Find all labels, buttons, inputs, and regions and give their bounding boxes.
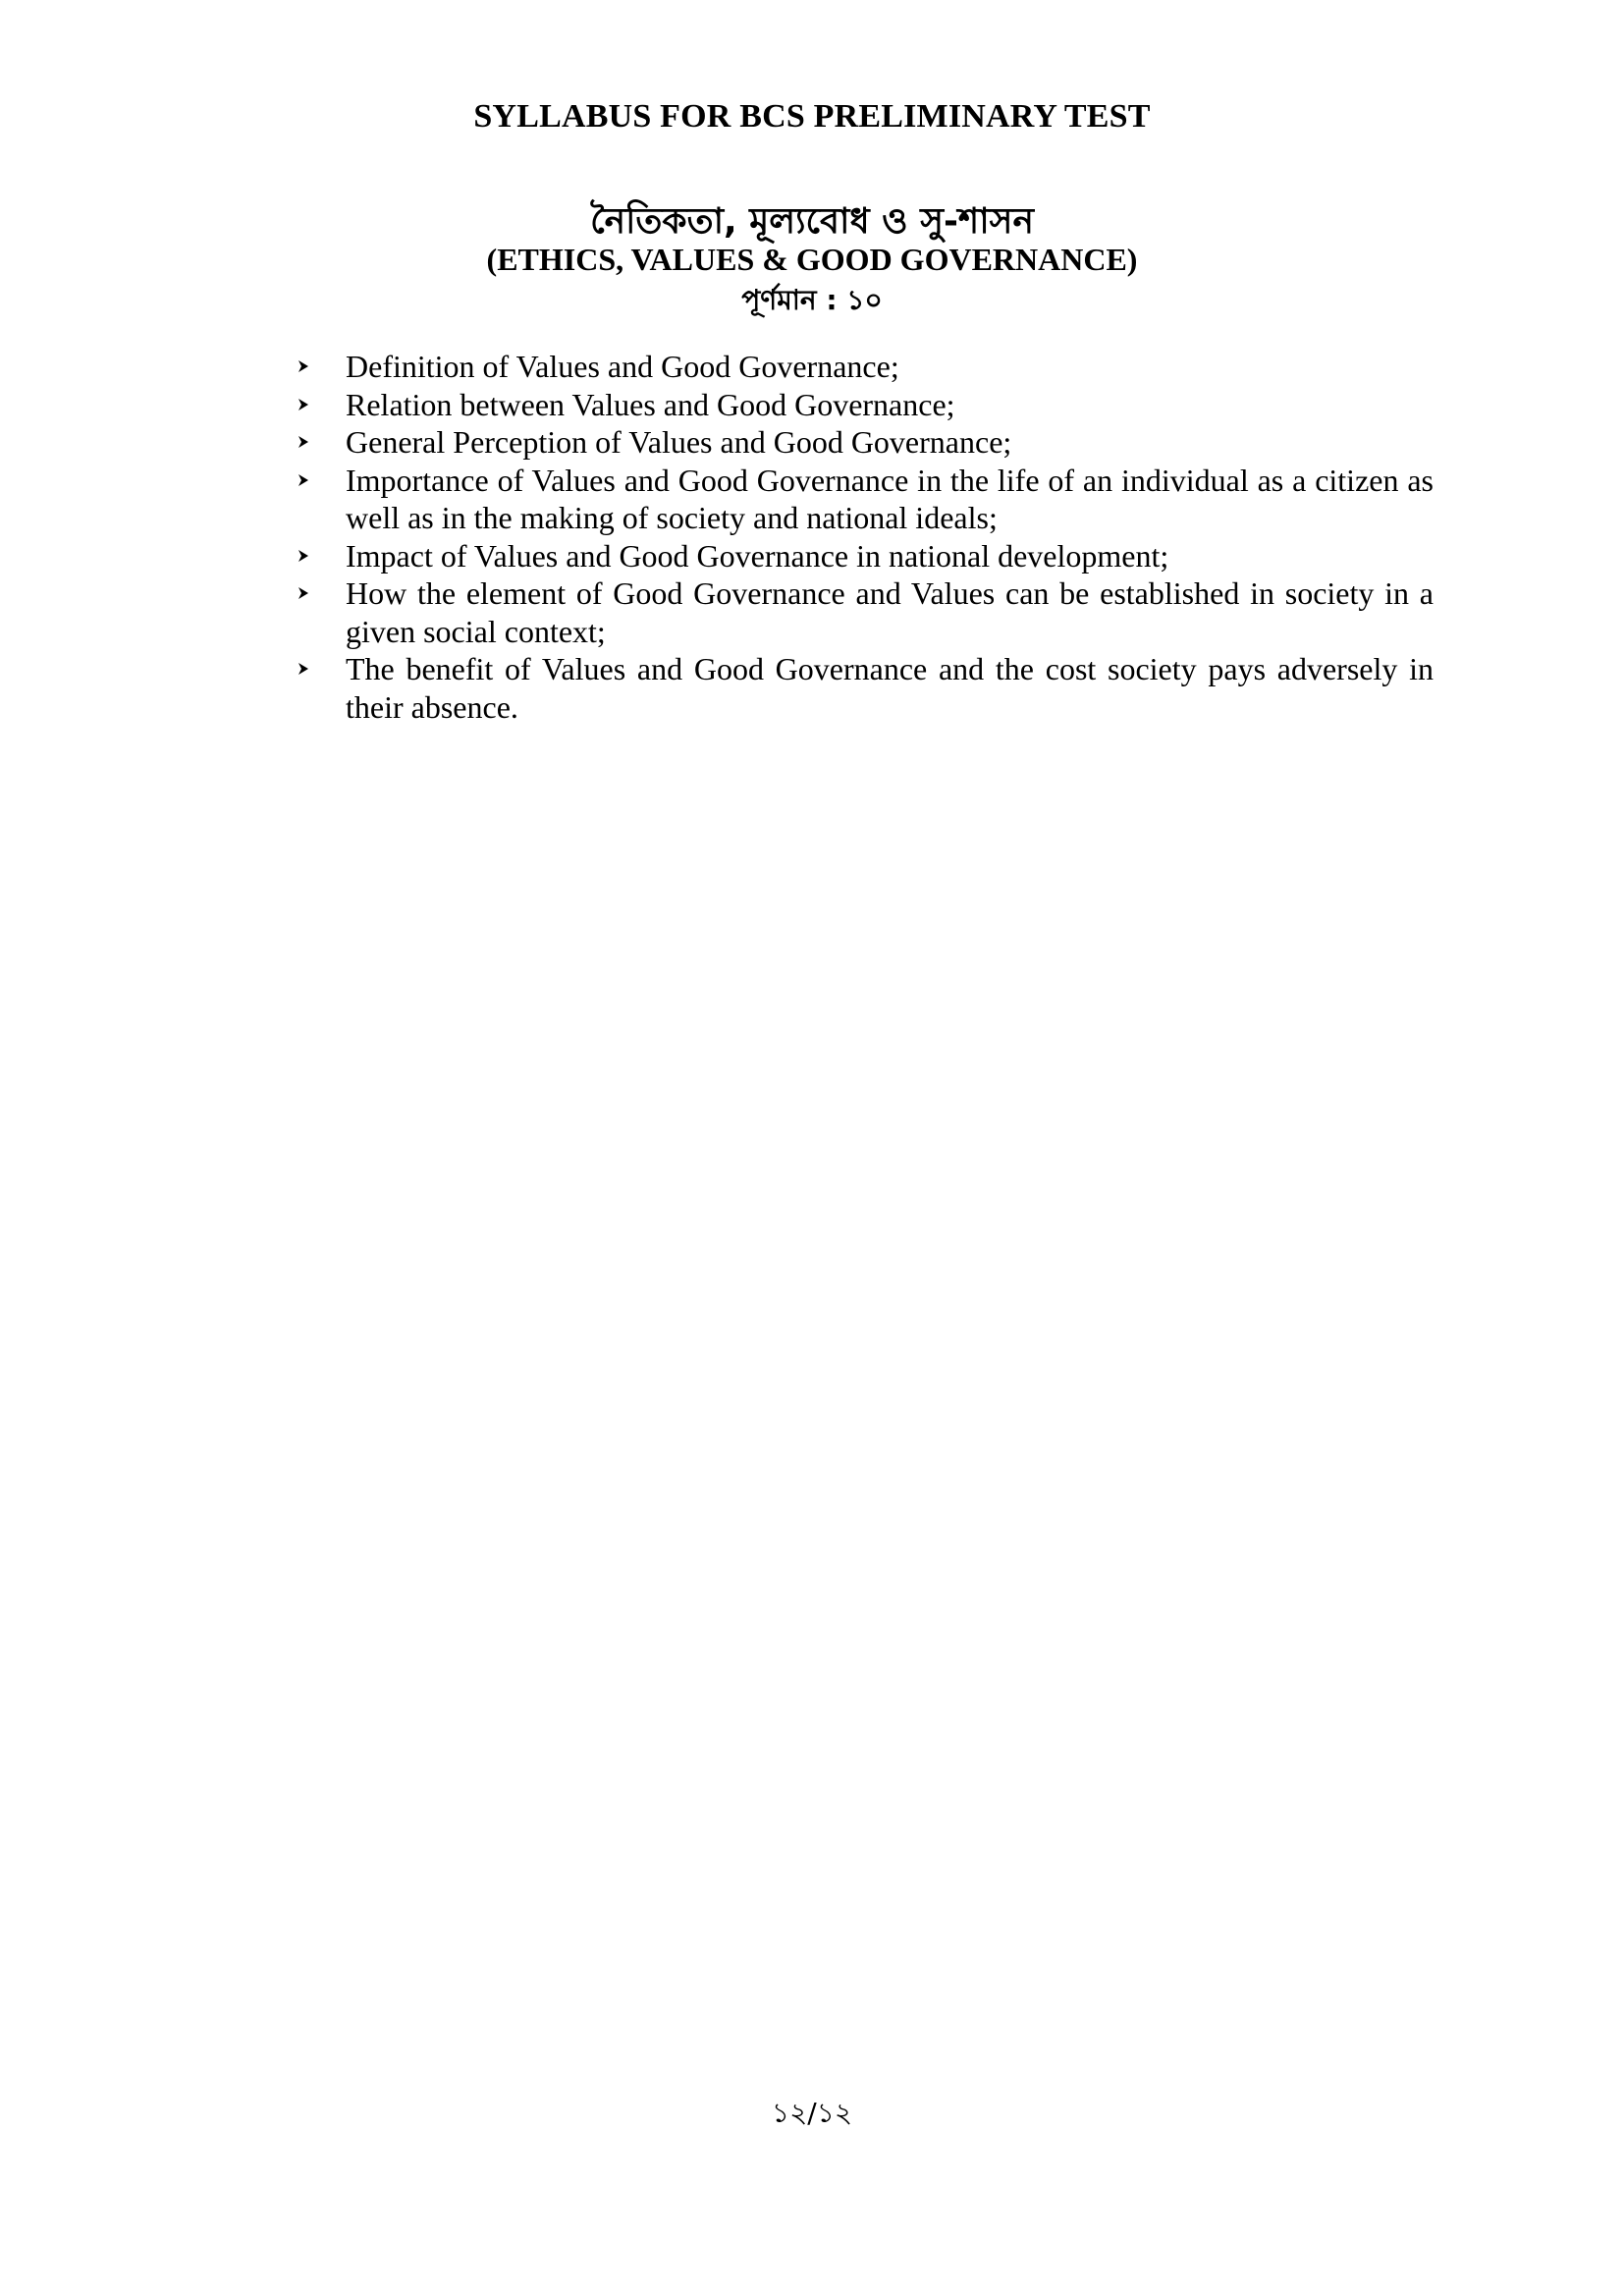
topic-item — [295, 574, 1434, 650]
full-marks: পূর্ণমান : ১০ — [741, 284, 883, 316]
topic-text: Definition of Values and Good Governance; — [346, 349, 899, 384]
topic-text: The benefit of Values and Good Governance and the cost society pays adversely in their absence. — [346, 651, 1434, 725]
bullet-icon — [295, 386, 312, 423]
topic-item — [295, 348, 1434, 386]
topic-item — [295, 537, 1434, 575]
document-title: SYLLABUS FOR BCS PRELIMINARY TEST — [473, 98, 1151, 135]
topic-text: General Perception of Values and Good Governance; — [346, 424, 1012, 460]
bullet-icon — [295, 574, 312, 612]
subject-title-english: (ETHICS, VALUES & GOOD GOVERNANCE) — [486, 242, 1138, 277]
bullet-icon — [295, 462, 312, 499]
topic-list — [295, 348, 1434, 726]
topic-item — [295, 462, 1434, 537]
topic-item — [295, 650, 1434, 726]
bullet-icon — [295, 348, 312, 385]
bullet-icon — [295, 423, 312, 461]
bullet-icon — [295, 650, 312, 687]
topic-item — [295, 423, 1434, 462]
topic-text: Relation between Values and Good Governance; — [346, 386, 955, 422]
bullet-icon — [295, 537, 312, 574]
topic-text: How the element of Good Governance and Values can be established in society in a given social context; — [346, 575, 1434, 649]
page-number: ১২/১২ — [771, 2097, 853, 2129]
topic-item — [295, 386, 1434, 424]
topic-text: Importance of Values and Good Governance in the life of an individual as a citizen as well as in the making of society and national ideals; — [346, 462, 1434, 535]
topic-text: Impact of Values and Good Governance in national development; — [346, 537, 1169, 574]
subject-title-bengali: নৈতিকতা, মূল্যবোধ ও সু-শাসন — [590, 201, 1034, 242]
